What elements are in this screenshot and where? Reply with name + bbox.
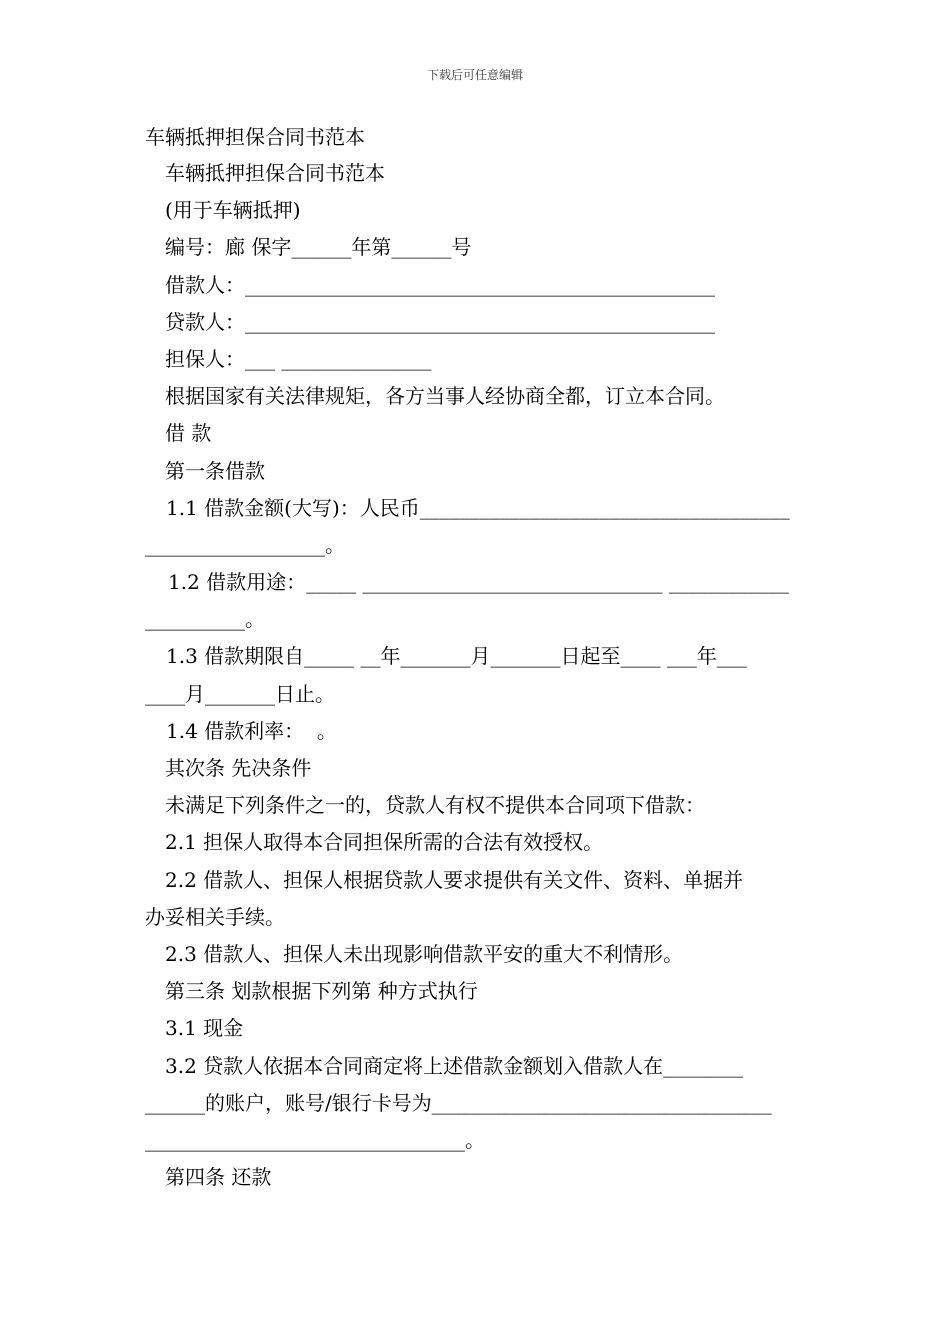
clause-1-2-cont: __________。 [145,607,265,632]
article-2-heading: 其次条 先决条件 [165,756,312,780]
clause-1-3-cont: ____月_______日止。 [145,681,335,706]
clause-3-2-cont: ______的账户，账号/银行卡号为__________________________________ [145,1090,772,1115]
article-2-intro: 未满足下列条件之一的，贷款人有权不提供本合同项下借款： [165,793,705,818]
clause-2-1: 2.1 担保人取得本合同担保所需的合法有效授权。 [165,830,604,855]
contract-number: 编号：廊 保字______年第______号 [165,235,472,260]
clause-3-2-cont-2: ________________________________。 [145,1127,485,1152]
clause-1-3: 1.3 借款期限自_____ __年_______月_______日起至____ ___年___ [166,644,747,669]
clause-3-2: 3.2 贷款人依据本合同商定将上述借款金额划入借款人在________ [165,1053,744,1078]
contract-title: 车辆抵押担保合同书范本 [165,161,385,185]
lender-line: 贷款人：_______________________________________________ [165,309,715,334]
preamble: 根据国家有关法律规矩，各方当事人经协商全都，订立本合同。 [165,384,725,409]
borrower-line: 借款人：_______________________________________________ [165,272,715,297]
document-title: 车辆抵押担保合同书范本 [145,125,365,149]
guarantor-line: 担保人：___ _______________ [165,346,432,371]
contract-subtitle: (用于车辆抵押) [165,198,301,223]
clause-2-2-cont: 办妥相关手续。 [145,904,285,929]
document-body [145,160,810,1201]
article-4-heading: 第四条 还款 [165,1165,272,1190]
clause-2-2: 2.2 借款人、担保人根据贷款人要求提供有关文件、资料、单据并 [165,867,744,892]
section-heading-loan: 借 款 [165,421,212,446]
clause-3-1: 3.1 现金 [165,1016,244,1041]
clause-1-1: 1.1 借款金额(大写)：人民币_____________________________________ [166,495,790,520]
clause-1-4: 1.4 借款利率： 。 [166,718,337,743]
clause-1-1-cont: __________________。 [145,532,345,557]
clause-1-2: 1.2 借款用途：_____ ______________________________ ____________ [168,570,789,595]
article-3-heading: 第三条 划款根据下列第 种方式执行 [165,979,478,1004]
clause-2-3: 2.3 借款人、担保人未出现影响借款平安的重大不利情形。 [165,941,684,966]
page-header-note: 下载后可任意编辑 [426,68,523,82]
article-1-heading: 第一条借款 [165,458,265,483]
